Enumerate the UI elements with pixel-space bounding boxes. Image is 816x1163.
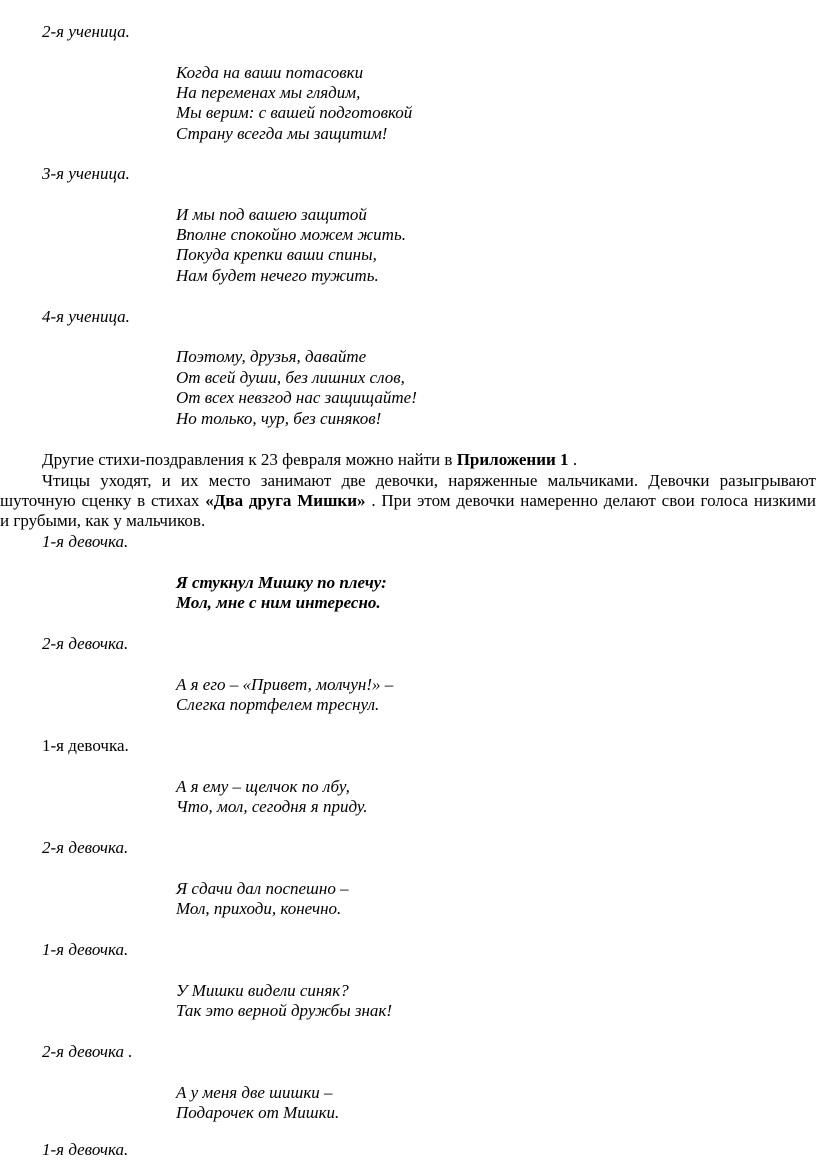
speaker-label: 1-я девочка. <box>42 940 129 959</box>
verse-line: Покуда крепки ваши спины, <box>176 245 377 264</box>
verse-line: Слегка портфелем треснул. <box>176 695 380 714</box>
verse-line: А я его – «Привет, молчун!» – <box>176 675 394 694</box>
speaker-label: 2-я ученица. <box>42 22 130 41</box>
verse-line: Подарочек от Мишки. <box>176 1103 340 1122</box>
verse-line: А у меня две шишки – <box>176 1083 333 1102</box>
paragraph-text: шуточную сценку в стихах <box>0 491 206 510</box>
speaker-label: 1-я девочка. <box>42 532 129 551</box>
verse-line: От всей души, без лишних слов, <box>176 368 405 387</box>
scene-title: «Два друга Мишки» <box>205 491 366 510</box>
appendix-reference: Приложении 1 <box>456 450 569 469</box>
verse-line: Когда на ваши потасовки <box>176 63 364 82</box>
paragraph-line: и грубыми, как у мальчиков. <box>0 511 206 530</box>
speaker-label: 1-я девочка. <box>42 1140 129 1159</box>
verse-line: Поэтому, друзья, давайте <box>176 347 367 366</box>
verse-line: На переменах мы глядим, <box>176 83 361 102</box>
verse-line: Так это верной дружбы знак! <box>176 1001 393 1020</box>
verse-line: И мы под вашею защитой <box>176 205 367 224</box>
verse-line: Я стукнул Мишку по плечу: <box>176 573 387 592</box>
paragraph-line <box>0 491 816 511</box>
paragraph-text: . <box>568 450 578 469</box>
speaker-label: 2-я девочка. <box>42 838 129 857</box>
paragraph <box>42 450 577 470</box>
verse-line: А я ему – щелчок по лбу, <box>176 777 350 796</box>
verse-line: Нам будет нечего тужить. <box>176 266 379 285</box>
paragraph-text: Другие стихи-поздравления к 23 февраля можно найти в <box>42 450 457 469</box>
verse-line: Но только, чур, без синяков! <box>176 409 382 428</box>
paragraph-line: Чтицы уходят, и их место занимают две девочки, наряженные мальчиками. Девочки разыгрывают <box>42 471 816 490</box>
verse-line: У Мишки видели синяк? <box>176 981 349 1000</box>
verse-line: Мол, мне с ним интересно. <box>176 593 381 612</box>
verse-line: Страну всегда мы защитим! <box>176 124 388 143</box>
paragraph-text: . При этом девочки намеренно делают свои голоса низкими <box>365 491 816 510</box>
verse-line: От всех невзгод нас защищайте! <box>176 388 417 407</box>
verse-line: Я сдачи дал поспешно – <box>176 879 349 898</box>
verse-line: Вполне спокойно можем жить. <box>176 225 406 244</box>
speaker-label: 2-я девочка. <box>42 634 129 653</box>
verse-line: Что, мол, сегодня я приду. <box>176 797 368 816</box>
speaker-label: 3-я ученица. <box>42 164 130 183</box>
verse-line: Мол, приходи, конечно. <box>176 899 342 918</box>
verse-line: Мы верим: с вашей подготовкой <box>176 103 413 122</box>
speaker-label: 4-я ученица. <box>42 307 130 326</box>
speaker-label: 2-я девочка . <box>42 1042 133 1061</box>
speaker-label: 1-я девочка. <box>42 736 129 755</box>
